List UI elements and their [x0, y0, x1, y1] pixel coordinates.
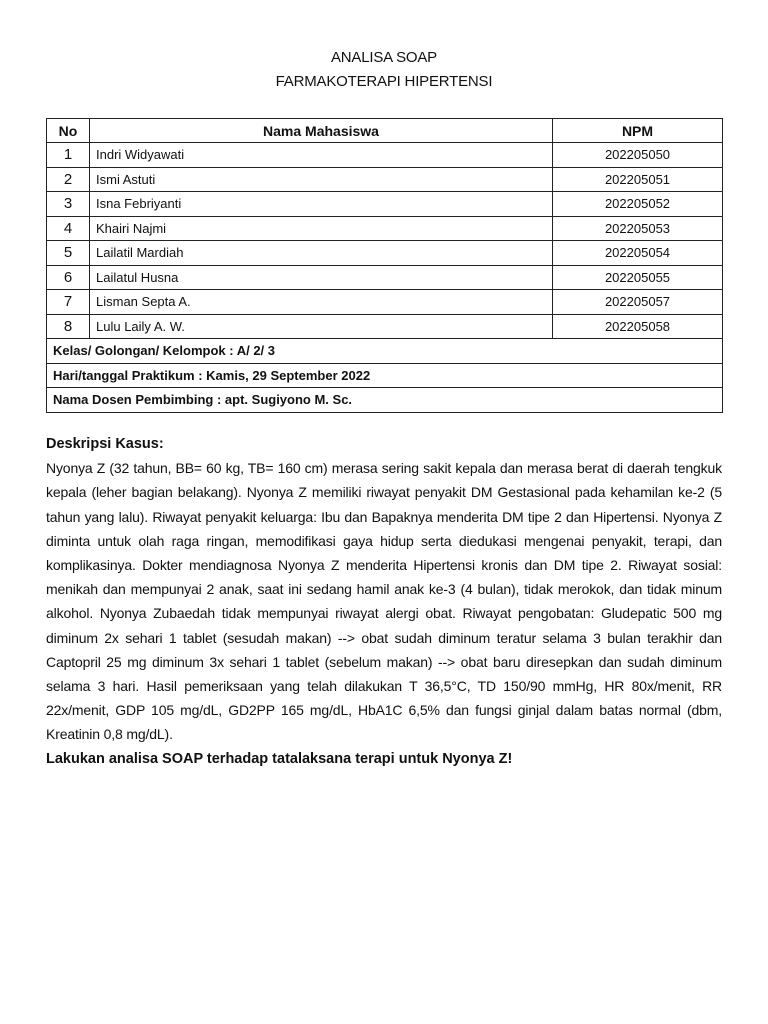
student-name: Khairi Najmi [90, 216, 553, 241]
info-row-hari [47, 363, 723, 388]
column-header-name: Nama Mahasiswa [90, 119, 553, 143]
title-line-2: FARMAKOTERAPI HIPERTENSI [275, 73, 493, 90]
student-name: Lailatul Husna [90, 265, 553, 290]
student-name: Lisman Septa A. [90, 290, 553, 315]
hari-info: Hari/tanggal Praktikum : Kamis, 29 September 2022 [47, 363, 723, 388]
row-number: 7 [47, 290, 90, 315]
row-number: 2 [47, 167, 90, 192]
row-number: 8 [47, 314, 90, 339]
student-npm: 202205054 [553, 241, 723, 266]
table-header-row [47, 119, 723, 143]
case-description [46, 432, 722, 771]
table-row [47, 192, 723, 217]
student-npm: 202205057 [553, 290, 723, 315]
row-number: 3 [47, 192, 90, 217]
student-npm: 202205050 [553, 143, 723, 168]
table-row [47, 290, 723, 315]
student-name: Indri Widyawati [90, 143, 553, 168]
table-row [47, 143, 723, 168]
student-npm: 202205055 [553, 265, 723, 290]
column-header-npm: NPM [553, 119, 723, 143]
title-line-1: ANALISA SOAP [331, 49, 437, 66]
row-number: 4 [47, 216, 90, 241]
table-row [47, 265, 723, 290]
student-table [46, 118, 723, 413]
dosen-info: Nama Dosen Pembimbing : apt. Sugiyono M. Sc. [47, 388, 723, 413]
student-npm: 202205052 [553, 192, 723, 217]
student-name: Lailatil Mardiah [90, 241, 553, 266]
student-npm: 202205058 [553, 314, 723, 339]
info-row-dosen [47, 388, 723, 413]
info-row-kelas [47, 339, 723, 364]
student-npm: 202205051 [553, 167, 723, 192]
document-title [0, 46, 768, 94]
student-name: Isna Febriyanti [90, 192, 553, 217]
case-instruction: Lakukan analisa SOAP terhadap tatalaksana terapi untuk Nyonya Z! [46, 750, 513, 767]
kelas-info: Kelas/ Golongan/ Kelompok : A/ 2/ 3 [47, 339, 723, 364]
row-number: 6 [47, 265, 90, 290]
student-name: Ismi Astuti [90, 167, 553, 192]
student-npm: 202205053 [553, 216, 723, 241]
case-heading: Deskripsi Kasus: [46, 436, 164, 452]
column-header-no: No [47, 119, 90, 143]
row-number: 1 [47, 143, 90, 168]
table-row [47, 241, 723, 266]
row-number: 5 [47, 241, 90, 266]
student-name: Lulu Laily A. W. [90, 314, 553, 339]
table-row [47, 216, 723, 241]
case-body: Nyonya Z (32 tahun, BB= 60 kg, TB= 160 cm) merasa sering sakit kepala dan merasa berat di daerah tengkuk kepala (leher bagian belakang). Nyonya Z memiliki riwayat penyakit DM Gestasional pada kehamilan ke-2 (5 tahun yang lalu). Riwayat penyakit keluarga: Ibu dan Bapaknya menderita DM tipe 2 dan Hipertensi. Nyonya Z diminta untuk olah raga ringan, memodifikasi gaya hidup serta diedukasi mengenai penyakit, terapi, dan komplikasinya. Dokter mendiagnosa Nyonya Z menderita Hipertensi kronis dan DM tipe 2. Riwayat sosial: menikah dan mempunyai 2 anak, saat ini sedang hamil anak ke-3 (4 bulan), tidak merokok, dan tidak minum alkohol. Nyonya Zubaedah tidak mempunyai riwayat alergi obat. Riwayat pengobatan: Gludepatic 500 mg diminum 2x sehari 1 tablet (sesudah makan) --> obat sudah diminum teratur selama 3 bulan terakhir dan Captopril 25 mg diminum 3x sehari 1 tablet (sebelum makan) --> obat baru diresepkan dan sudah diminum selama 3 hari. Hasil pemeriksaan yang telah dilakukan T 36,5°C, TD 150/90 mmHg, HR 80x/menit, RR 22x/menit, GDP 105 mg/dL, GD2PP 165 mg/dL, HbA1C 6,5% dan fungsi ginjal dalam batas normal (dbm, Kreatinin 0,8 mg/dL). [46, 460, 722, 743]
table-row [47, 314, 723, 339]
table-row [47, 167, 723, 192]
